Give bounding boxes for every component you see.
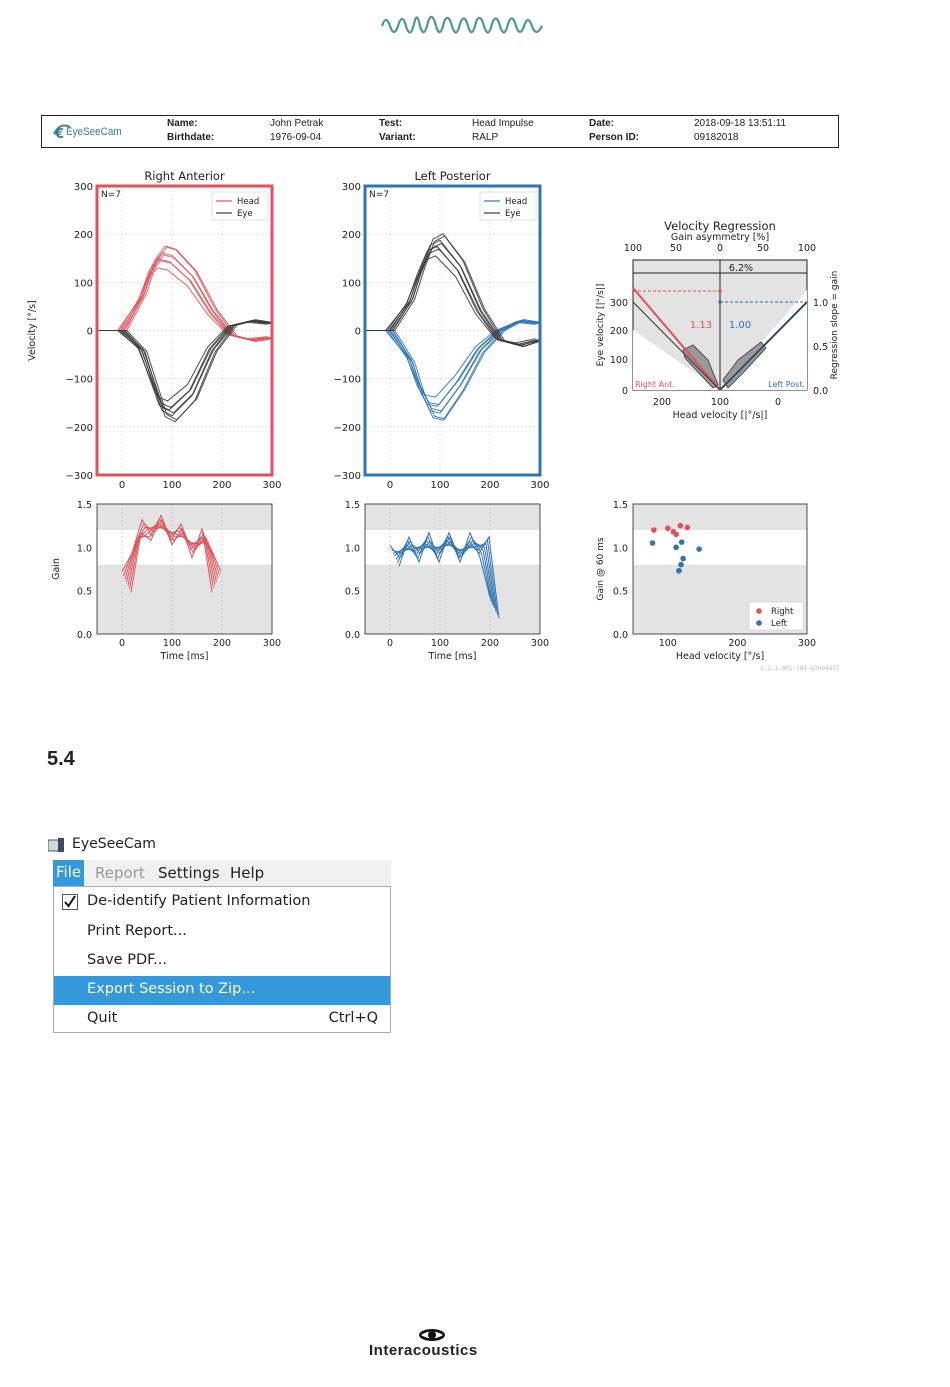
- eye-trace: [367, 246, 537, 344]
- y-tick-label: −100: [65, 374, 93, 386]
- menu-settings[interactable]: Settings: [158, 864, 220, 882]
- x-tick-label: 300: [262, 638, 282, 649]
- eye-trace: [371, 243, 540, 345]
- y-tick-label: 0.0: [612, 630, 628, 641]
- app-titlebar: [47, 833, 393, 857]
- scatter-point-left: [680, 556, 686, 562]
- x-tick-label: 300: [530, 638, 550, 649]
- menu-item-label: Export Session to Zip...: [87, 981, 256, 997]
- right-tick-label: 0.5: [813, 342, 829, 353]
- x-tick-label: 100: [162, 480, 182, 491]
- top-tick-label: 0: [716, 243, 724, 254]
- plot-title: Right Anterior: [144, 169, 225, 183]
- birthdate-label: Birthdate:: [167, 132, 215, 143]
- y-tick-label: 0.5: [76, 586, 92, 598]
- right-tick-label: 0.0: [813, 386, 829, 397]
- svg-text:€: €: [55, 127, 65, 140]
- gain-marker-right: [718, 289, 722, 293]
- birthdate-value: 1976-09-04: [270, 132, 322, 143]
- head-trace: [373, 320, 540, 421]
- top-tick-label: 50: [669, 243, 683, 254]
- legend-label-head: Head: [505, 197, 528, 207]
- y-axis-label: Velocity [°/s]: [27, 300, 38, 361]
- x-tick-label: 200: [480, 638, 500, 649]
- x-axis-label: Head velocity [°/s]: [675, 651, 765, 662]
- y-tick-label: 300: [609, 298, 628, 309]
- corner-label-left: Left Post.: [768, 380, 805, 389]
- menu-help[interactable]: Help: [230, 864, 265, 882]
- y-axis-label-right: Regression slope = gain: [830, 270, 840, 380]
- report-header: [41, 115, 839, 148]
- legend-label-eye: Eye: [505, 209, 521, 219]
- y-tick-label: −200: [65, 422, 93, 434]
- head-trace: [105, 246, 272, 341]
- scatter-point-left: [650, 540, 656, 546]
- variant-value: RALP: [472, 132, 499, 143]
- top-tick-label: 100: [623, 243, 643, 254]
- head-trace: [102, 253, 272, 341]
- scatter-point-right: [665, 525, 671, 531]
- y-tick-label: 0.0: [344, 630, 360, 641]
- date-label: Date:: [589, 118, 615, 129]
- y-tick-label: 1.5: [612, 500, 628, 511]
- app-window: [47, 833, 393, 1026]
- y-tick-label: 0.5: [344, 586, 360, 598]
- head-trace: [375, 320, 540, 419]
- plot-title: Velocity Regression: [664, 219, 776, 233]
- scatter-point-right: [678, 523, 684, 529]
- corner-label-right: Right Ant.: [635, 380, 675, 389]
- checkmark-icon[interactable]: [62, 894, 78, 910]
- app-icon: [48, 838, 66, 852]
- legend-swatch-right: [756, 608, 762, 614]
- n-count-label: N=7: [369, 190, 389, 200]
- person-id-label: Person ID:: [589, 132, 640, 143]
- scatter-point-left: [679, 539, 685, 545]
- menu-item-label: Quit: [87, 1010, 118, 1026]
- app-title: EyeSeeCam: [72, 836, 156, 852]
- eye-trace: [369, 249, 539, 344]
- x-tick-label: 300: [530, 480, 550, 491]
- normal-gain-band: [633, 530, 807, 565]
- legend-label-eye: Eye: [237, 209, 253, 219]
- y-tick-label: 1.5: [344, 500, 360, 511]
- scatter-point-right: [684, 525, 690, 531]
- x-tick-label: 100: [430, 480, 450, 491]
- waveform-logo: [380, 10, 545, 42]
- x-tick-label: 100: [658, 638, 677, 649]
- section-number: 5.4: [47, 748, 75, 770]
- y-tick-label: 200: [609, 326, 628, 337]
- x-tick-label: 100: [430, 638, 450, 649]
- menu-item-quit[interactable]: [54, 1005, 390, 1034]
- test-value: Head Impulse: [472, 118, 534, 129]
- scatter-point-right: [651, 527, 657, 533]
- menu-report[interactable]: Report: [95, 864, 145, 882]
- test-label: Test:: [379, 118, 403, 129]
- x-tick-label: 200: [212, 480, 232, 491]
- y-axis-label: Eye velocity [|°/s|]: [596, 283, 606, 367]
- y-tick-label: 1.0: [76, 543, 92, 555]
- scatter-point-left: [676, 568, 682, 574]
- legend-swatch-left: [756, 620, 762, 626]
- y-tick-label: 1.0: [612, 543, 628, 555]
- menu-item-label: De-identify Patient Information: [87, 893, 311, 909]
- x-tick-label: 0: [386, 638, 394, 649]
- y-tick-label: 100: [341, 278, 361, 290]
- eye-trace: [105, 320, 272, 422]
- menu-item-label: Save PDF...: [87, 952, 167, 968]
- asymmetry-value: 6.2%: [728, 263, 754, 274]
- footer-brand: Interacoustics: [369, 1342, 478, 1359]
- x-axis-label: Head velocity [|°/s|]: [672, 410, 768, 421]
- y-tick-label: 0.5: [612, 586, 628, 598]
- scatter-point-right: [673, 532, 679, 538]
- top-tick-label: 50: [756, 243, 770, 254]
- y-tick-label: 1.5: [76, 500, 92, 511]
- y-axis-label: Gain @ 60 ms: [596, 537, 606, 601]
- menu-item-save-pdf[interactable]: [54, 947, 390, 976]
- date-value: 2018-09-18 13:51:11: [694, 118, 787, 129]
- head-trace: [107, 247, 272, 341]
- version-watermark: 1.2.1.001-184-g3694a37: [760, 665, 840, 672]
- right-tick-label: 1.0: [813, 298, 829, 309]
- menubar: [53, 860, 391, 886]
- n-count-label: N=7: [101, 190, 121, 200]
- y-axis-label: Gain: [51, 558, 62, 580]
- x-tick-label: 200: [212, 638, 232, 649]
- y-tick-label: 1.0: [344, 543, 360, 555]
- x-tick-label: 200: [728, 638, 747, 649]
- x-tick-label: 300: [797, 638, 817, 649]
- scatter-point-left: [678, 562, 684, 568]
- plot-title: Left Posterior: [414, 169, 491, 183]
- legend-label-left: Left: [771, 619, 787, 629]
- y-tick-label: 300: [73, 182, 93, 193]
- x-axis-label: Time [ms]: [160, 651, 209, 662]
- x-axis-label: Time [ms]: [428, 651, 477, 662]
- y-tick-label: 0.0: [76, 630, 92, 641]
- x-tick-label: 0: [118, 480, 126, 491]
- menu-item-shortcut: Ctrl+Q: [328, 1010, 378, 1026]
- y-tick-label: 0: [86, 326, 93, 338]
- legend-label-right: Right: [771, 607, 794, 617]
- eye-trace: [366, 256, 536, 343]
- gain-value-right: 1.13: [689, 320, 713, 331]
- menu-file[interactable]: File: [53, 860, 84, 886]
- person-id-value: 09182018: [694, 132, 739, 143]
- gain-plot-area: [365, 504, 540, 634]
- x-tick-label: 0: [118, 638, 126, 649]
- y-tick-label: 200: [341, 230, 361, 242]
- gain-marker-left: [718, 300, 722, 304]
- brand-text: EyeSeeCam: [66, 126, 122, 138]
- y-tick-label: −300: [333, 471, 361, 482]
- y-tick-label: −200: [333, 422, 361, 434]
- y-tick-label: 200: [73, 230, 93, 242]
- top-tick-label: 100: [797, 243, 817, 254]
- x-tick-label: 300: [262, 480, 282, 491]
- y-tick-label: 300: [341, 182, 361, 193]
- report-charts: [0, 160, 950, 680]
- y-tick-label: 100: [73, 278, 93, 290]
- menu-item-export-zip[interactable]: [54, 976, 390, 1005]
- variant-label: Variant:: [379, 132, 416, 143]
- x-tick-label: 0: [386, 480, 394, 491]
- x-tick-label: 100: [162, 638, 182, 649]
- gain-value-left: 1.00: [728, 320, 752, 331]
- x-tick-label: 200: [480, 480, 500, 491]
- eye-trace: [375, 236, 540, 346]
- x-tick-label: 0: [774, 397, 782, 408]
- y-tick-label: −300: [65, 471, 93, 482]
- x-tick-label: 200: [652, 397, 672, 408]
- y-tick-label: 0: [621, 386, 628, 397]
- y-tick-label: 0: [354, 326, 361, 338]
- menu-item-label: Print Report...: [87, 923, 187, 939]
- y-tick-label: −100: [333, 374, 361, 386]
- eye-trace: [107, 320, 272, 420]
- scatter-point-left: [673, 545, 679, 551]
- plot-subtitle: Gain asymmetry [%]: [670, 232, 770, 243]
- menu-item-print-report[interactable]: [54, 918, 390, 947]
- name-label: Name:: [167, 118, 198, 129]
- file-menu-dropdown: [53, 886, 391, 1033]
- legend-label-head: Head: [237, 197, 260, 207]
- name-value: John Petrak: [270, 118, 324, 129]
- x-tick-label: 100: [710, 397, 730, 408]
- menu-item-deidentify[interactable]: [54, 888, 390, 917]
- scatter-point-left: [696, 546, 702, 552]
- y-tick-label: 100: [609, 355, 628, 366]
- interacoustics-logo-icon: [417, 1328, 447, 1342]
